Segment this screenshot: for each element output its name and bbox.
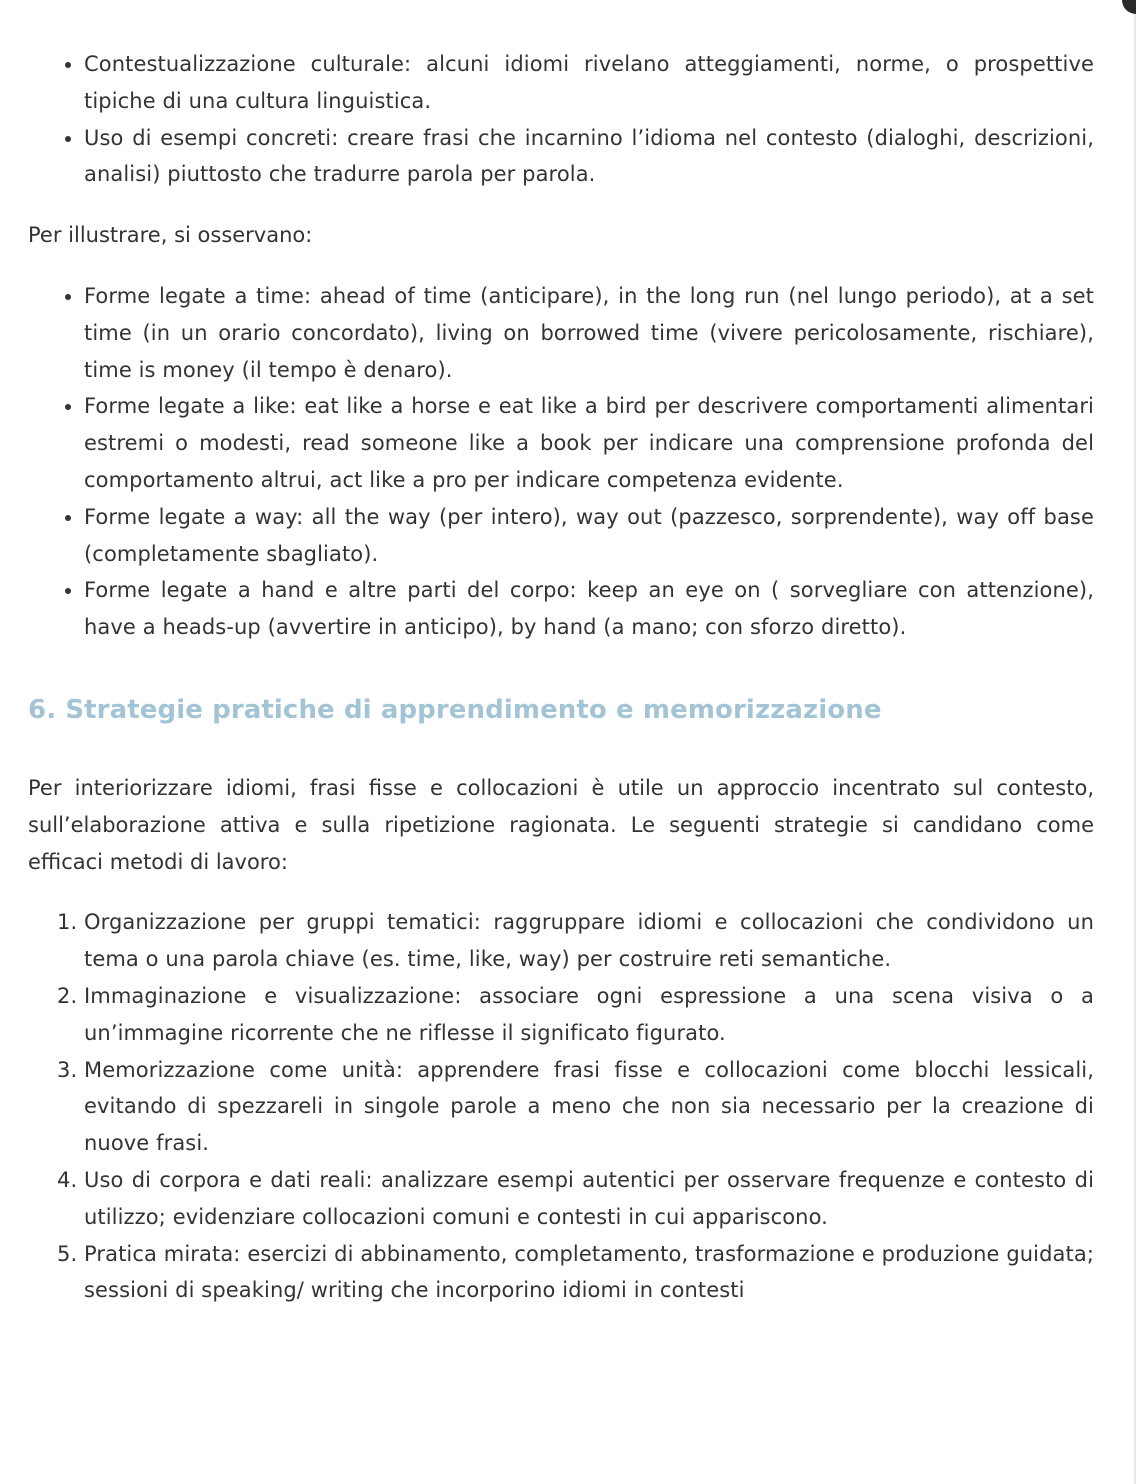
paragraph-intro: Per interiorizzare idiomi, frasi fisse e collocazioni è utile un approccio incentrato sul contesto, sull’elaborazione attiva e sulla ripetizione ragionata. Le seguenti strategie si candidano come efficaci metodi di lavoro: <box>28 775 1094 874</box>
list-item: • Uso di esempi concreti: creare frasi che incarnino l’idioma nel contesto (dialoghi, descrizioni, analisi) piuttosto che tradurre parola per parola. <box>84 120 1094 194</box>
bullet-list-forms <box>28 278 1094 646</box>
list-item: • Forme legate a way: all the way (per intero), way out (pazzesco, sorprendente), way off base (completamente sbagliato). <box>84 499 1094 573</box>
list-item: 2. Immaginazione e visualizzazione: associare ogni espressione a una scena visiva o a un’immagine ricorrente che ne riflesse il significato figurato. <box>84 978 1094 1052</box>
list-item: 4. Uso di corpora e dati reali: analizzare esempi autentici per osservare frequenze e contesto di utilizzo; evidenziare collocazioni comuni e contesti in cui appariscono. <box>84 1162 1094 1236</box>
list-item: • Forme legate a like: eat like a horse e eat like a bird per descrivere comportamenti alimentari estremi o modesti, read someone like a book per indicare una comprensione profonda del comportamento altrui, act like a pro per indicare competenza evidente. <box>84 388 1094 498</box>
bullet-list-context <box>28 46 1094 193</box>
list-item: • Forme legate a time: ahead of time (anticipare), in the long run (nel lungo periodo), at a set time (in un orario concordato), living on borrowed time (vivere pericolosamente, rischiare), time is money (il tempo è denaro). <box>84 278 1094 388</box>
list-item: • Contestualizzazione culturale: alcuni idiomi rivelano atteggiamenti, norme, o prospettive tipiche di una cultura linguistica. <box>84 46 1094 120</box>
window-corner <box>1122 0 1136 14</box>
list-item: 5. Pratica mirata: esercizi di abbinamento, completamento, trasformazione e produzione guidata; sessioni di speaking/ writing che incorporino idiomi in contesti <box>84 1236 1094 1310</box>
paragraph-illustrare: Per illustrare, si osservano: <box>28 223 313 248</box>
section-heading: 6. Strategie pratiche di apprendimento e memorizzazione <box>28 694 882 725</box>
list-item: 1. Organizzazione per gruppi tematici: raggruppare idiomi e collocazioni che condividono un tema o una parola chiave (es. time, like, way) per costruire reti semantiche. <box>84 904 1094 978</box>
numbered-list-strategies <box>28 904 1094 1309</box>
list-item: 3. Memorizzazione come unità: apprendere frasi fisse e collocazioni come blocchi lessicali, evitando di spezzareli in singole parole a meno che non sia necessario per la creazione di nuove frasi. <box>84 1052 1094 1162</box>
list-item: • Forme legate a hand e altre parti del corpo: keep an eye on ( sorvegliare con attenzione), have a heads-up (avvertire in anticipo), by hand (a mano; con sforzo diretto). <box>84 572 1094 646</box>
